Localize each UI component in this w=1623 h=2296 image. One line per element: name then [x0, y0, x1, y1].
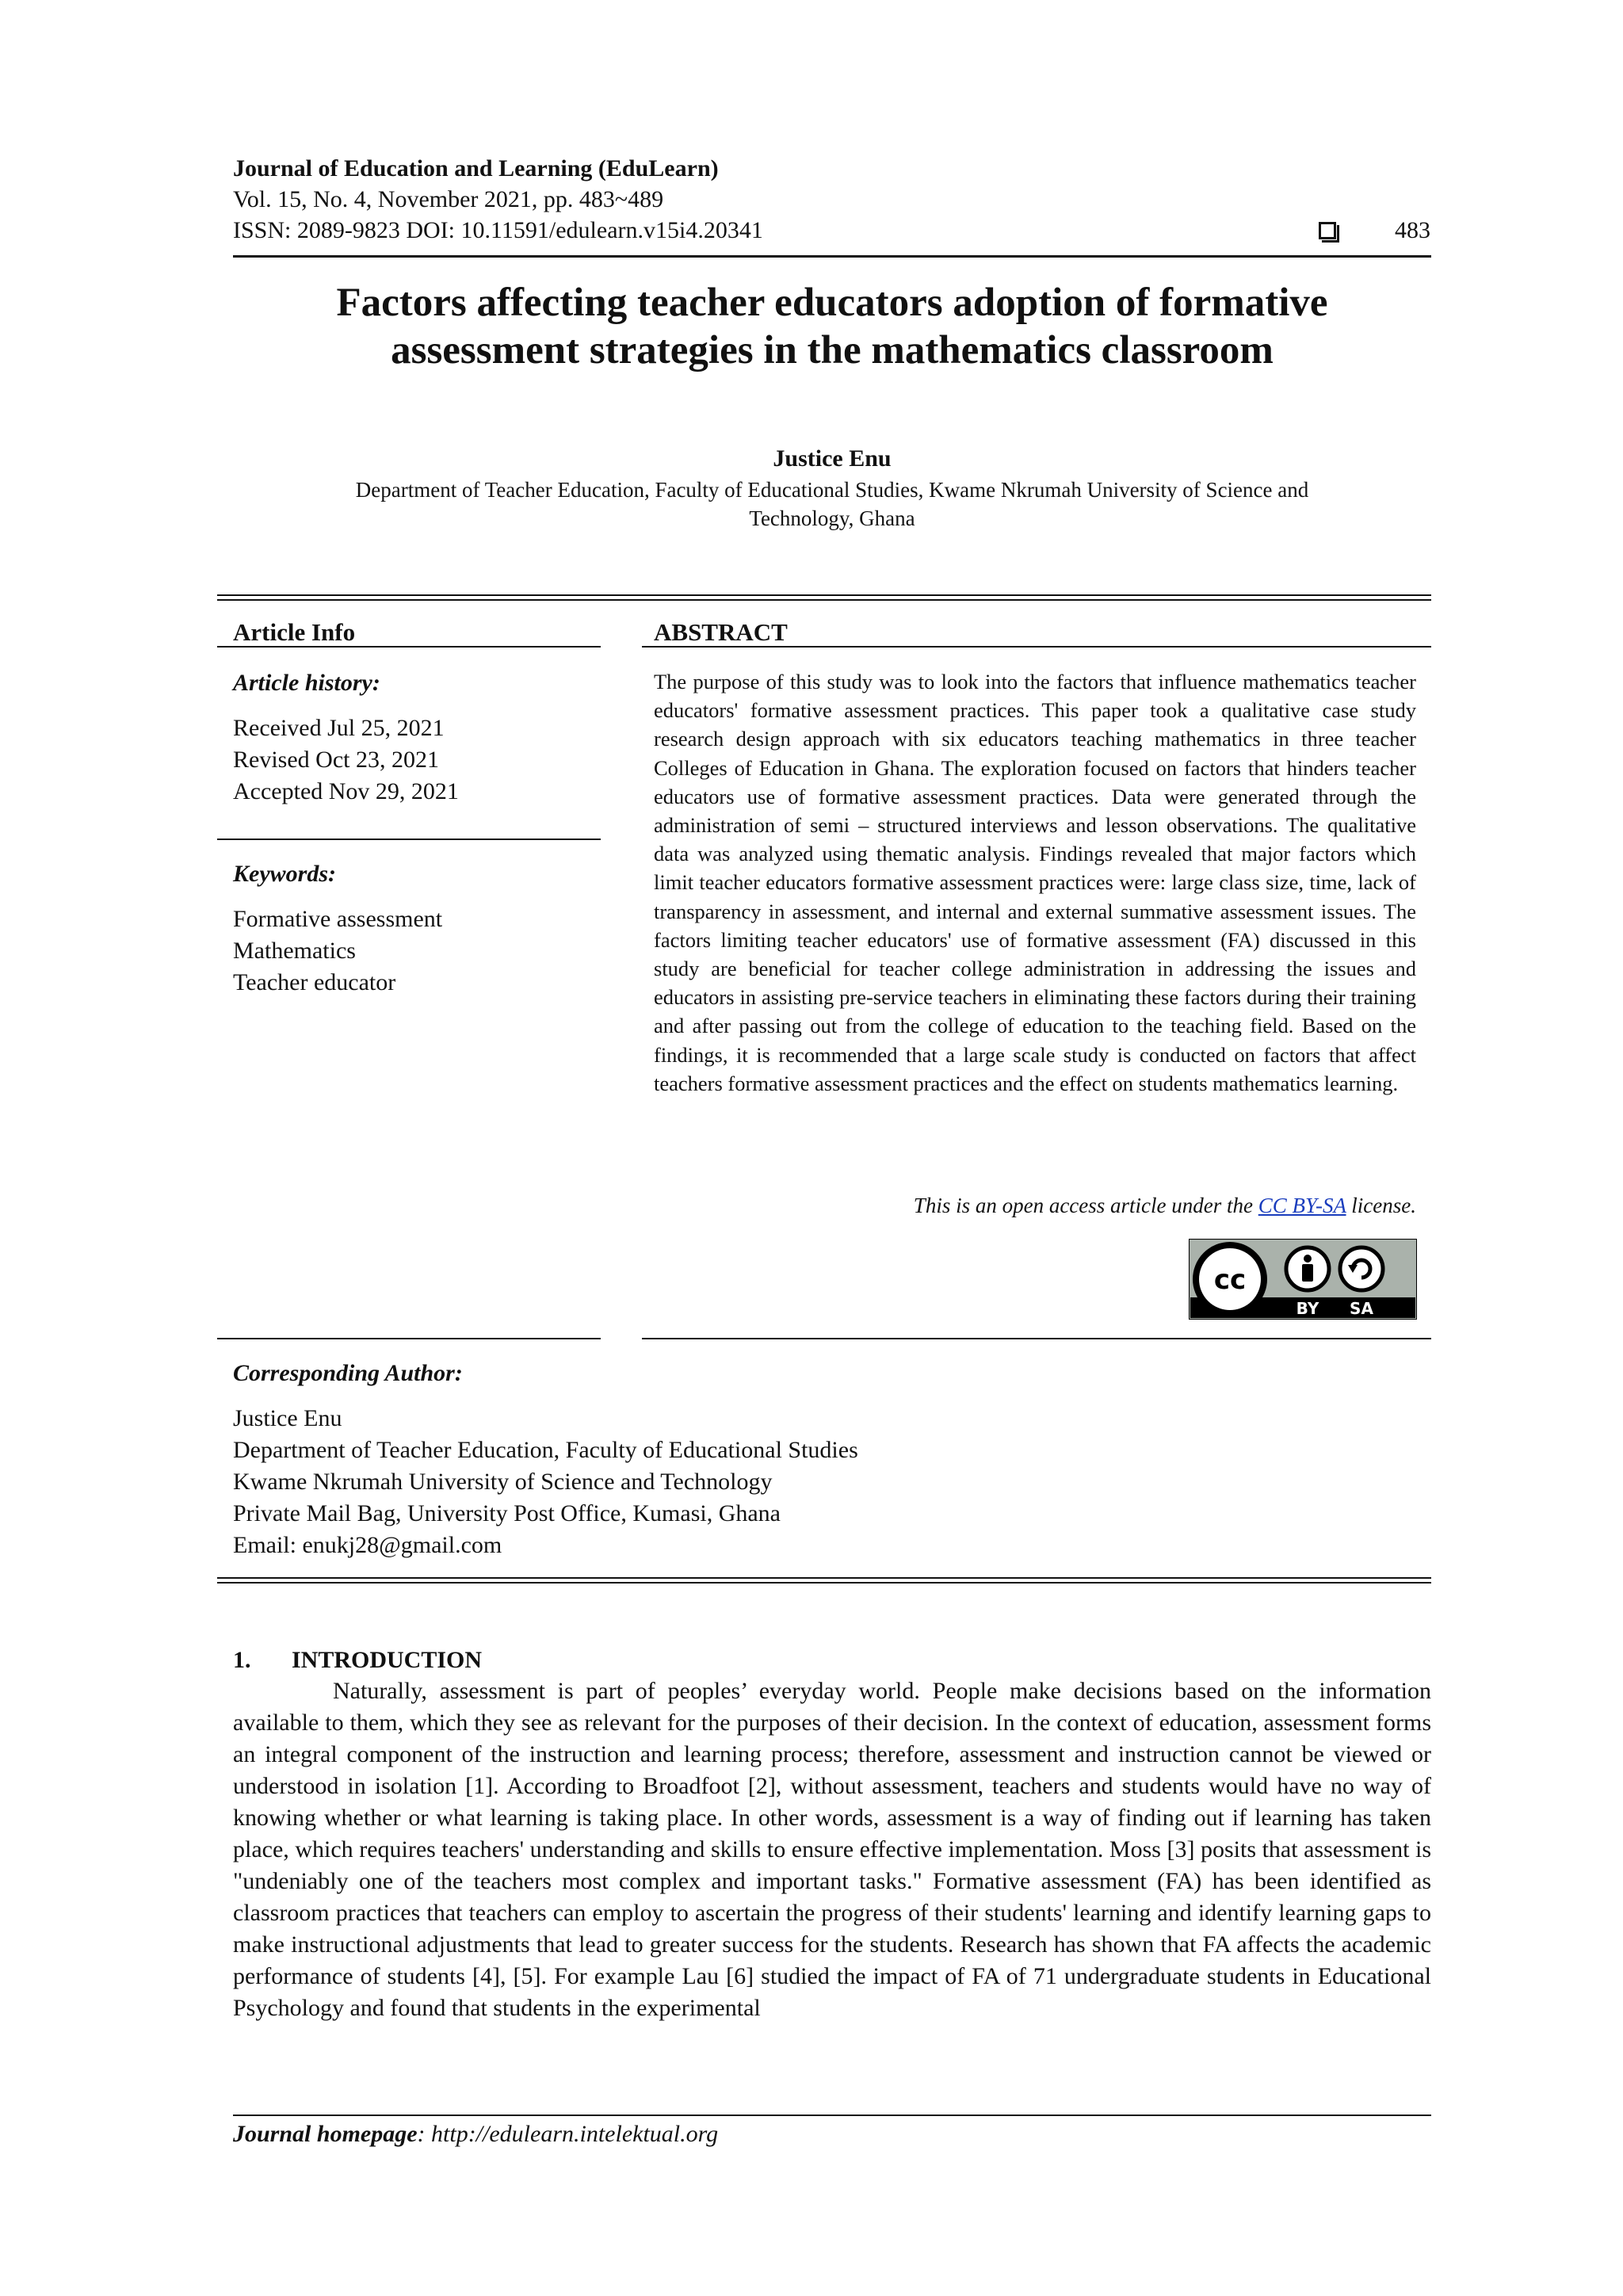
corresponding-email: Email: enukj28@gmail.com	[233, 1532, 502, 1558]
corresponding-line: Justice Enu	[233, 1405, 342, 1431]
open-access-statement	[654, 1194, 1416, 1218]
journal-homepage	[233, 2121, 718, 2148]
page-square-icon	[1319, 222, 1336, 239]
license-link[interactable]: CC BY-SA	[1258, 1194, 1346, 1217]
article-info-rule	[217, 646, 601, 648]
section-number: 1.	[233, 1647, 251, 1673]
issn-doi: ISSN: 2089-9823 DOI: 10.11591/edulearn.v15i4.20341	[233, 217, 763, 243]
article-info-heading: Article Info	[233, 618, 356, 646]
journal-name: Journal of Education and Learning (EduLearn)	[233, 155, 719, 181]
box-top-rule-2	[217, 599, 1431, 601]
history-accepted: Accepted Nov 29, 2021	[233, 778, 459, 804]
header-rule	[233, 255, 1431, 258]
keyword-item: Mathematics	[233, 938, 356, 964]
sa-text: SA	[1350, 1299, 1373, 1318]
keywords-label: Keywords:	[233, 861, 336, 887]
article-info-bottom-rule	[217, 1338, 601, 1339]
section-title: INTRODUCTION	[292, 1647, 483, 1673]
box-bottom-rule	[217, 1577, 1431, 1579]
paper-title	[233, 279, 1431, 374]
corresponding-line: Department of Teacher Education, Faculty of Educational Studies	[233, 1437, 858, 1463]
author-affiliation	[269, 476, 1395, 533]
abstract-text: The purpose of this study was to look into the factors that influence mathematics teacher educators' formative assessment practices. This paper took a qualitative case study research design approach with six educators teaching mathematics in three teacher Colleges of Education in Ghana. The exploration focused on factors that hinders teacher educators use of formative assessment practices. Data were generated through the administration of semi – structured interviews and lesson observations. The qualitative data was analyzed using thematic analysis. Findings revealed that major factors which limit teacher educators formative assessment practices were: large class size, time, lack of transparency in assessment, and internal and external summative assessment issues. The factors limiting teacher educators' use of formative assessment (FA) discussed in this study are beneficial for teacher college administration in addressing the issues and educators in assisting pre-service teachers in eliminating these factors during their training and after passing out from the college of education to the teaching field. Based on the findings, it is recommended that a large scale study is conducted on factors that affect teachers formative assessment practices and the effect on students mathematics learning.	[654, 670, 1416, 1095]
introduction-paragraph: Naturally, assessment is part of peoples’ everyday world. People make decisions based on the information available to them, which they see as relevant for the purposes of their decision. In the context of education, assessment forms an integral component of the instruction and learning process; therefore, assessment and instruction cannot be viewed or understood in isolation [1]. According to Broadfoot [2], without assessment, teachers and students would have no way of knowing whether or what learning is taking place. In other words, assessment is a way of finding out if learning has taken place, which requires teachers' understanding and skills to ensure effective implementation. Moss [3] posits that assessment is "undeniably one of the teachers most complex and important tasks." Formative assessment (FA) has been identified as classroom practices that teachers can employ to ascertain the progress of their students' learning and identify learning gaps to make instructional adjustments that lead to greater success for the students. Research has shown that FA affects the academic performance of students [4], [5]. For example Lau [6] studied the impact of FA of 71 undergraduate students in Educational Psychology and found that students in the experimental	[233, 1678, 1431, 2021]
affiliation-line-1: Department of Teacher Education, Faculty of Educational Studies, Kwame Nkrumah University of Science and	[355, 478, 1309, 502]
page-number: 483	[1395, 217, 1430, 243]
corresponding-author-label: Corresponding Author:	[233, 1360, 463, 1386]
box-top-rule	[217, 594, 1431, 596]
volume-info: Vol. 15, No. 4, November 2021, pp. 483~489	[233, 186, 664, 212]
homepage-url[interactable]: : http://edulearn.intelektual.org	[417, 2121, 719, 2147]
article-history-label: Article history:	[233, 670, 380, 696]
author-name: Justice Enu	[773, 445, 892, 472]
box-bottom-rule-2	[217, 1582, 1431, 1584]
keyword-item: Teacher educator	[233, 969, 396, 995]
title-line-2: assessment strategies in the mathematics classroom	[391, 328, 1274, 372]
abstract-heading: ABSTRACT	[654, 618, 788, 646]
article-info-mid-rule	[217, 839, 601, 840]
corresponding-line: Private Mail Bag, University Post Office, Kumasi, Ghana	[233, 1500, 781, 1526]
affiliation-line-2: Technology, Ghana	[749, 506, 915, 530]
keyword-item: Formative assessment	[233, 906, 443, 932]
license-suffix: license.	[1346, 1194, 1416, 1217]
homepage-label: Journal homepage	[233, 2121, 418, 2147]
section-heading-introduction	[233, 1647, 482, 1674]
footer-rule	[233, 2115, 1431, 2116]
title-line-1: Factors affecting teacher educators adoption of formative	[336, 281, 1328, 325]
abstract-rule	[642, 646, 1431, 648]
cc-text: cc	[1213, 1264, 1247, 1296]
by-text: BY	[1296, 1299, 1319, 1318]
abstract-bottom-rule	[642, 1338, 1431, 1339]
license-prefix: This is an open access article under the	[913, 1194, 1258, 1217]
history-received: Received Jul 25, 2021	[233, 715, 445, 741]
cc-by-sa-badge-icon[interactable]	[1189, 1239, 1417, 1320]
corresponding-line: Kwame Nkrumah University of Science and Technology	[233, 1469, 773, 1495]
history-revised: Revised Oct 23, 2021	[233, 747, 439, 773]
